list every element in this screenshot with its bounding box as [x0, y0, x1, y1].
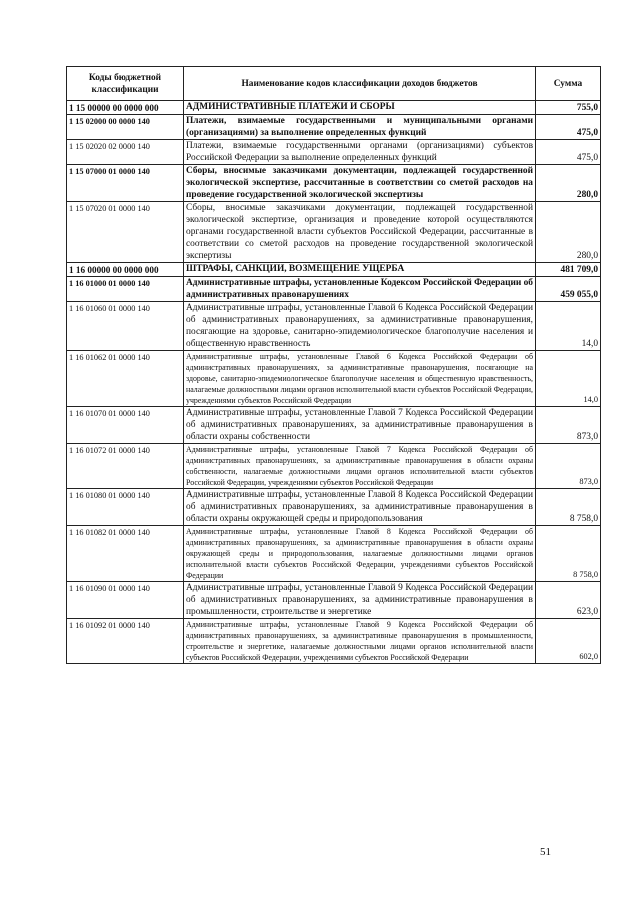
row-code: 1 16 01090 01 0000 140 [67, 582, 184, 619]
row-name: АДМИНИСТРАТИВНЫЕ ПЛАТЕЖИ И СБОРЫ [184, 101, 536, 115]
row-sum: 8 758,0 [536, 489, 601, 526]
row-name: Административные штрафы, установленные Главой 7 Кодекса Российской Федерации об административных правонарушениях, за административные правонарушения в области охраны собственности, налагаемые должностными лицами органов исполнительной власти субъектов Российской Федерации, учреждениями субъектов Российской Федерации [184, 444, 536, 489]
row-sum: 14,0 [536, 302, 601, 351]
row-sum: 623,0 [536, 582, 601, 619]
document-sheet [66, 66, 600, 664]
header-name: Наименование кодов классификации доходов бюджетов [184, 67, 536, 101]
table-row [67, 202, 601, 263]
table-row [67, 489, 601, 526]
row-sum: 755,0 [536, 101, 601, 115]
row-name: Платежи, взимаемые государственными и муниципальными органами (организациями) за выполнение определенных функций [184, 115, 536, 140]
row-code: 1 15 07000 01 0000 140 [67, 165, 184, 202]
row-name: Административные штрафы, установленные Главой 6 Кодекса Российской Федерации об административных правонарушениях, за административные правонарушения, посягающие на здоровье, санитарно-эпидемиологическое благополучие населения и общественную нравственность, налагаемые должностными лицами органов исполнительной власти субъектов Российской Федерации, учреждениями субъектов Российской Федерации [184, 351, 536, 407]
row-name: Сборы, вносимые заказчиками документации, подлежащей государственной экологической экспертизе, рассчитанные в соответствии со сметой расходов на проведение государственной экологической экспертизы [184, 165, 536, 202]
row-sum: 280,0 [536, 202, 601, 263]
table-row [67, 351, 601, 407]
row-sum: 14,0 [536, 351, 601, 407]
table-row [67, 101, 601, 115]
table-row [67, 526, 601, 582]
row-name: Административные штрафы, установленные Главой 7 Кодекса Российской Федерации об административных правонарушениях, за административные правонарушения в области охраны собственности [184, 407, 536, 444]
table-row [67, 302, 601, 351]
table-row [67, 619, 601, 664]
row-code: 1 16 01082 01 0000 140 [67, 526, 184, 582]
table-header-row [67, 67, 601, 101]
row-code: 1 16 01060 01 0000 140 [67, 302, 184, 351]
row-code: 1 15 02020 02 0000 140 [67, 140, 184, 165]
row-code: 1 16 01070 01 0000 140 [67, 407, 184, 444]
row-code: 1 16 01062 01 0000 140 [67, 351, 184, 407]
row-sum: 8 758,0 [536, 526, 601, 582]
page-number: 51 [540, 846, 551, 858]
row-name: ШТРАФЫ, САНКЦИИ, ВОЗМЕЩЕНИЕ УЩЕРБА [184, 263, 536, 277]
row-code: 1 16 01080 01 0000 140 [67, 489, 184, 526]
table-row [67, 277, 601, 302]
row-sum: 873,0 [536, 444, 601, 489]
row-name: Административные штрафы, установленные Главой 8 Кодекса Российской Федерации об административных правонарушениях, за административные правонарушения в области охраны окружающей среды и природопользования, налагаемые должностными лицами органов исполнительной власти субъектов Российской Федерации, учреждениями субъектов Российской Федерации [184, 526, 536, 582]
table-row [67, 444, 601, 489]
row-code: 1 16 01092 01 0000 140 [67, 619, 184, 664]
row-sum: 280,0 [536, 165, 601, 202]
row-name: Административные штрафы, установленные Главой 9 Кодекса Российской Федерации об административных правонарушениях, за административные правонарушения в промышленности, строительстве и энергетике, налагаемые должностными лицами органов исполнительной власти субъектов Российской Федерации, учреждениями субъектов Российской Федерации [184, 619, 536, 664]
row-sum: 481 709,0 [536, 263, 601, 277]
table-row [67, 115, 601, 140]
budget-classification-table [66, 66, 601, 664]
row-name: Административные штрафы, установленные Главой 6 Кодекса Российской Федерации об административных правонарушениях, за административные правонарушения, посягающие на здоровье, санитарно-эпидемиологическое благополучие населения и общественную нравственность [184, 302, 536, 351]
row-sum: 873,0 [536, 407, 601, 444]
row-code: 1 16 01000 01 0000 140 [67, 277, 184, 302]
row-name: Платежи, взимаемые государственными органами (организациями) субъектов Российской Федерации за выполнение определенных функций [184, 140, 536, 165]
table-body [67, 101, 601, 664]
table-row [67, 140, 601, 165]
row-name: Административные штрафы, установленные Главой 8 Кодекса Российской Федерации об административных правонарушениях, за административные правонарушения в области охраны окружающей среды и природопользования [184, 489, 536, 526]
row-name: Сборы, вносимые заказчиками документации, подлежащей государственной экологической экспертизе, организация и проведение которой осуществляются органами государственной власти субъектов Российской Федерации, рассчитанные в соответствии со сметой расходов на проведение государственной экологической экспертизы [184, 202, 536, 263]
table-row [67, 407, 601, 444]
row-name: Административные штрафы, установленные Кодексом Российской Федерации об административных правонарушениях [184, 277, 536, 302]
table-row [67, 263, 601, 277]
row-sum: 459 055,0 [536, 277, 601, 302]
row-code: 1 15 00000 00 0000 000 [67, 101, 184, 115]
row-code: 1 16 01072 01 0000 140 [67, 444, 184, 489]
row-code: 1 15 02000 00 0000 140 [67, 115, 184, 140]
row-code: 1 15 07020 01 0000 140 [67, 202, 184, 263]
row-code: 1 16 00000 00 0000 000 [67, 263, 184, 277]
row-name: Административные штрафы, установленные Главой 9 Кодекса Российской Федерации об административных правонарушениях, за административные правонарушения в промышленности, строительстве и энергетике [184, 582, 536, 619]
table-row [67, 582, 601, 619]
row-sum: 602,0 [536, 619, 601, 664]
row-sum: 475,0 [536, 115, 601, 140]
header-code: Коды бюджетной классификации [67, 67, 184, 101]
table-row [67, 165, 601, 202]
row-sum: 475,0 [536, 140, 601, 165]
header-sum: Сумма [536, 67, 601, 101]
